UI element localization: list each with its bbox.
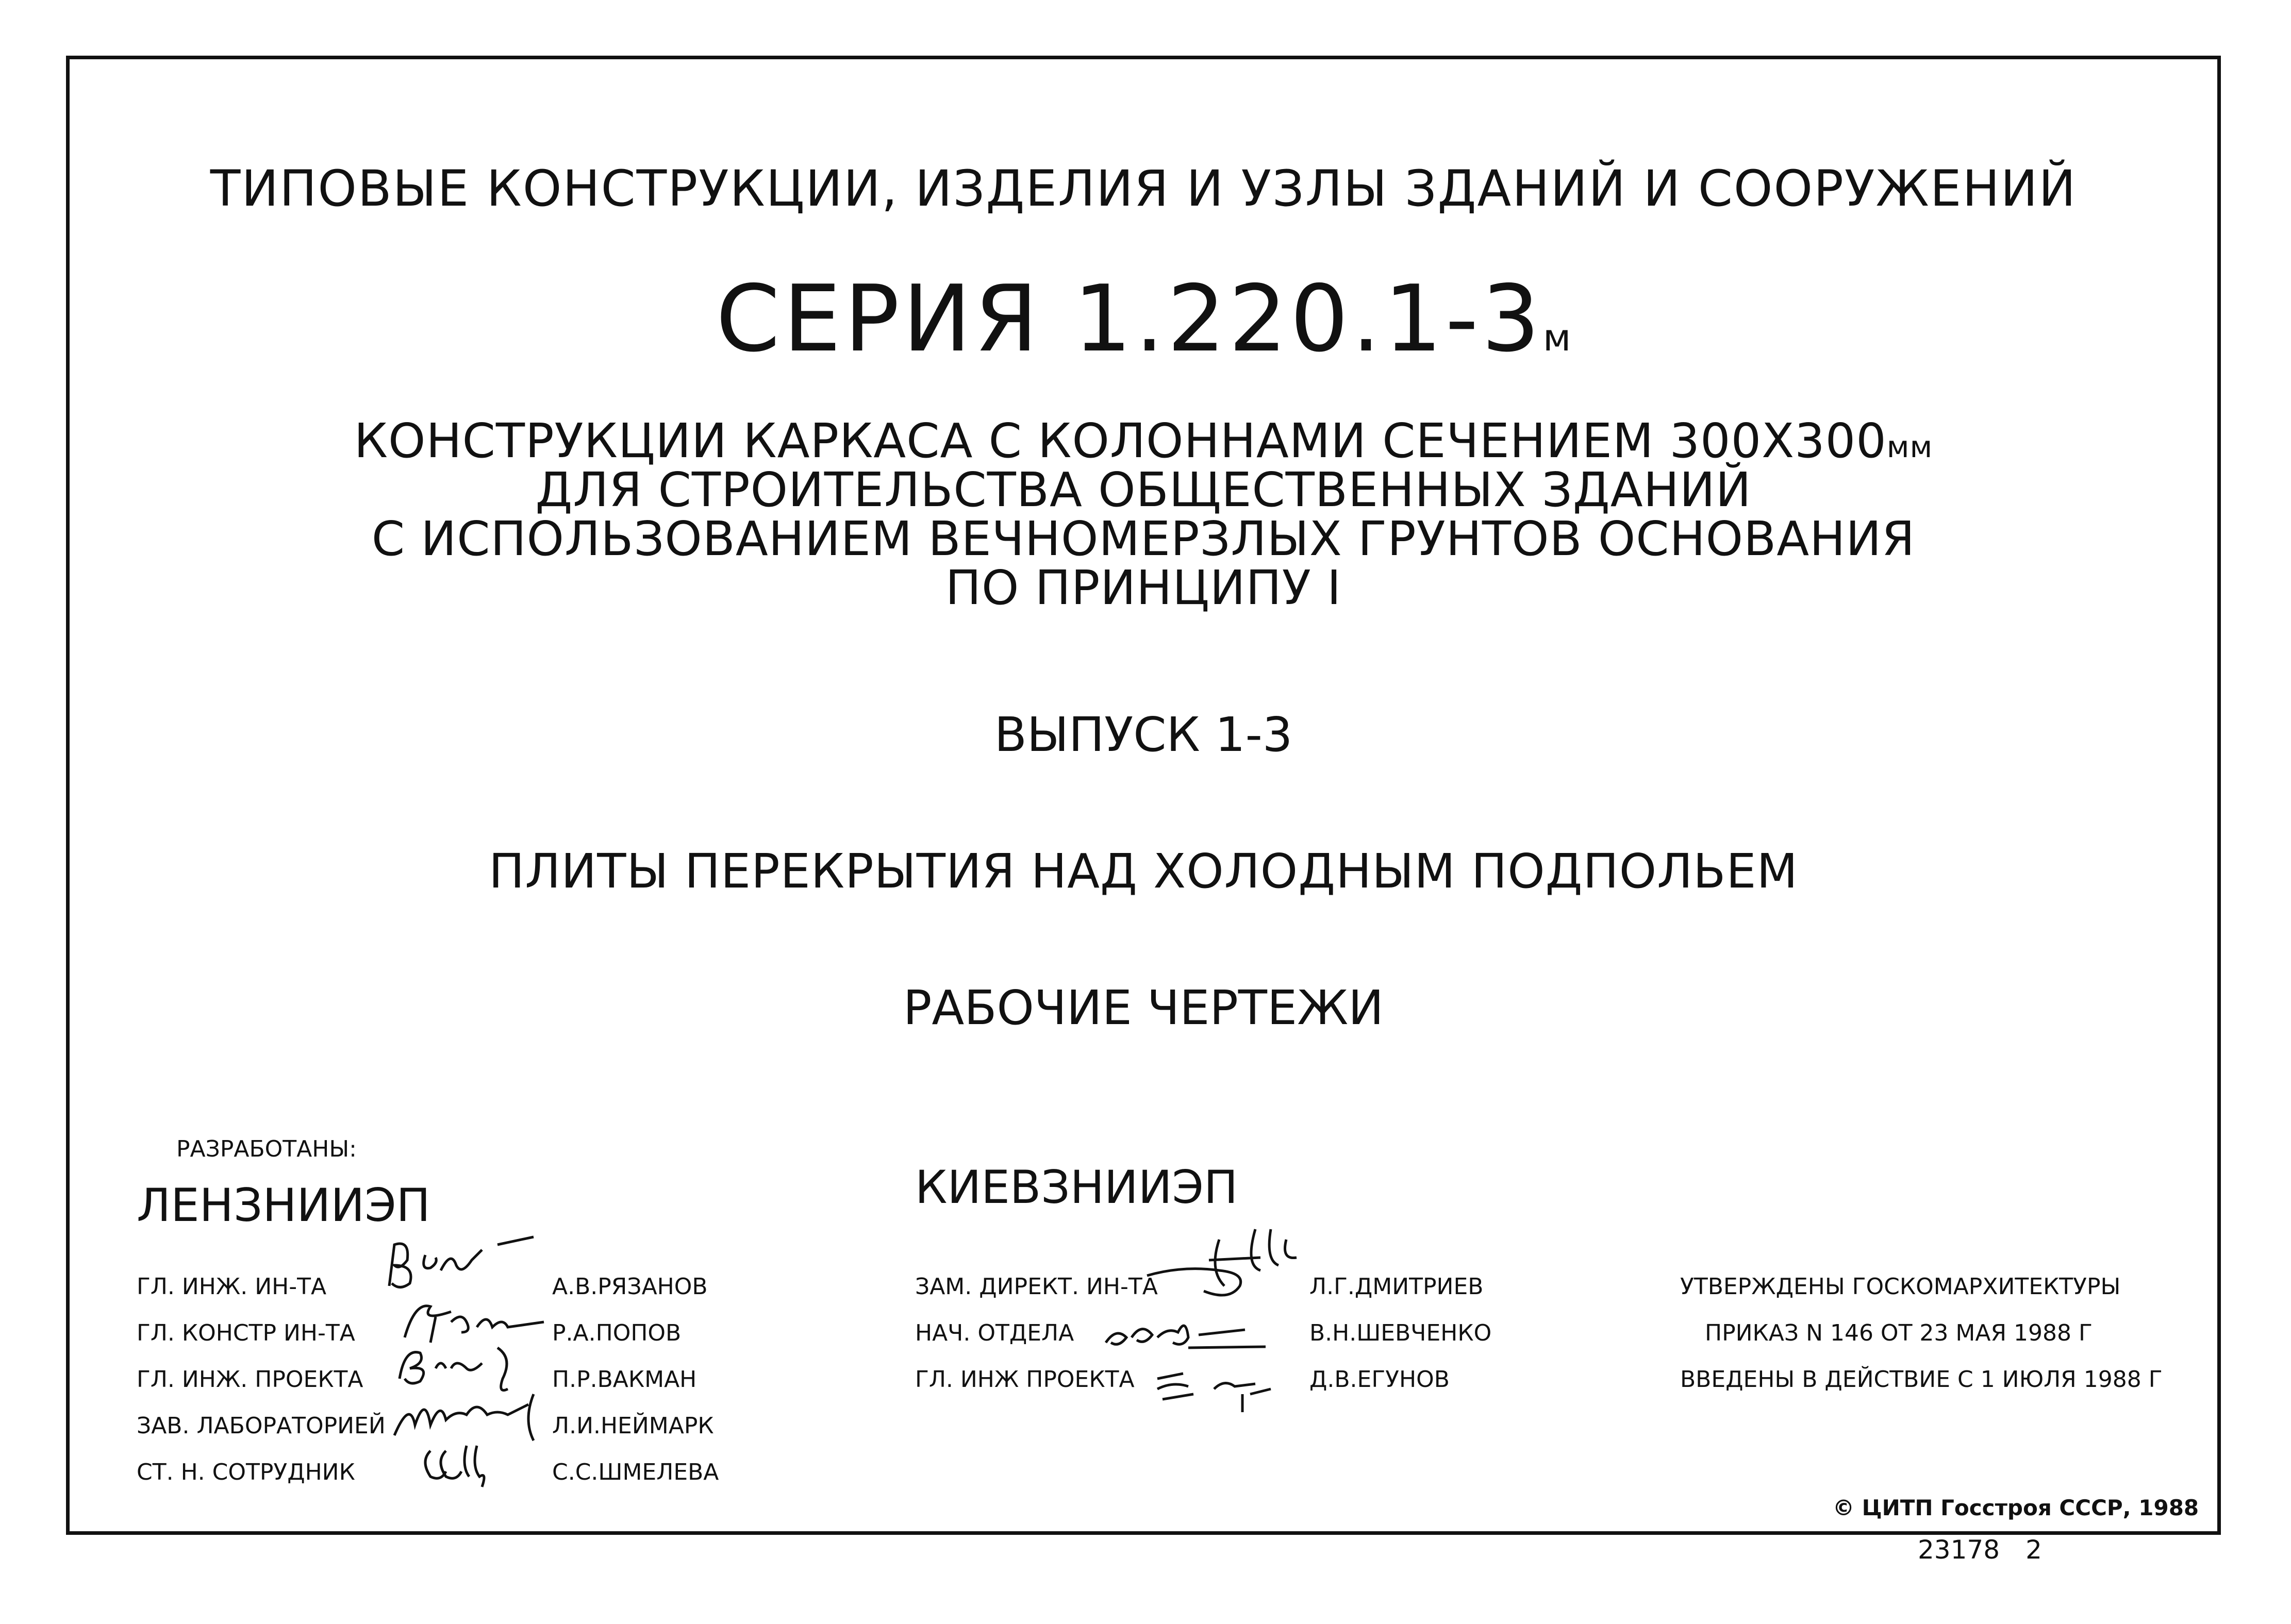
org-left-role-4: ЗАВ. ЛАБОРАТОРИЕЙ xyxy=(137,1413,386,1439)
org-left-role-3: ГЛ. ИНЖ. ПРОЕКТА xyxy=(137,1366,363,1393)
series-suffix: м xyxy=(1543,316,1571,359)
subtitle-line-3: С ИСПОЛЬЗОВАНИЕМ ВЕЧНОМЕРЗЛЫХ ГРУНТОВ ОСНОВАНИЯ xyxy=(371,511,1916,566)
subtitle-line-1 xyxy=(70,413,2217,468)
signature-egunov xyxy=(1152,1358,1317,1415)
sheet-number: 2 xyxy=(2026,1535,2042,1565)
drawing-frame xyxy=(66,56,2221,1535)
signature-shevchenko xyxy=(1095,1307,1312,1358)
subtitle-line-1-text: КОНСТРУКЦИИ КАРКАСА С КОЛОННАМИ СЕЧЕНИЕМ 300Х300 xyxy=(354,413,1887,468)
org-left-role-5: СТ. Н. СОТРУДНИК xyxy=(137,1459,355,1485)
org-left-person-1: А.В.РЯЗАНОВ xyxy=(552,1274,708,1300)
developed-label: РАЗРАБОТАНЫ: xyxy=(176,1136,357,1162)
org-left-person-2: Р.А.ПОПОВ xyxy=(552,1320,682,1346)
document-number: 23178 xyxy=(1918,1535,2000,1565)
series-title xyxy=(70,265,2217,372)
org-right-name: КИЕВЗНИИЭП xyxy=(915,1161,1238,1214)
approval-line-3: ВВЕДЕНЫ В ДЕЙСТВИЕ С 1 ИЮЛЯ 1988 Г xyxy=(1680,1366,2163,1393)
org-right-role-1: ЗАМ. ДИРЕКТ. ИН-ТА xyxy=(915,1274,1158,1300)
approval-line-2: ПРИКАЗ N 146 ОТ 23 МАЯ 1988 Г xyxy=(1705,1320,2093,1346)
org-right-person-2: В.Н.ШЕВЧЕНКО xyxy=(1309,1320,1492,1346)
subtitle-line-4: ПО ПРИНЦИПУ I xyxy=(945,560,1342,615)
document-number-line xyxy=(1918,1535,2068,1565)
org-right-person-3: Д.В.ЕГУНОВ xyxy=(1309,1366,1450,1393)
subtitle-line-1-unit: мм xyxy=(1886,429,1933,464)
signature-dmitriev xyxy=(1142,1209,1312,1312)
org-left-role-1: ГЛ. ИНЖ. ИН-ТА xyxy=(137,1274,327,1300)
signature-shmeleva xyxy=(410,1430,513,1502)
copyright: © ЦИТП Госстроя СССР, 1988 xyxy=(1833,1495,2199,1520)
plates-title: ПЛИТЫ ПЕРЕКРЫТИЯ НАД ХОЛОДНЫМ ПОДПОЛЬЕМ xyxy=(489,844,1798,899)
working-drawings-label: РАБОЧИЕ ЧЕРТЕЖИ xyxy=(903,980,1384,1035)
approval-line-1: УТВЕРЖДЕНЫ ГОСКОМАРХИТЕКТУРЫ xyxy=(1680,1274,2121,1300)
document-title: ТИПОВЫЕ КОНСТРУКЦИИ, ИЗДЕЛИЯ И УЗЛЫ ЗДАНИЙ И СООРУЖЕНИЙ xyxy=(210,160,2077,217)
org-right-person-1: Л.Г.ДМИТРИЕВ xyxy=(1309,1274,1484,1300)
org-left-person-5: С.С.ШМЕЛЕВА xyxy=(552,1459,719,1485)
org-left-role-2: ГЛ. КОНСТР ИН-ТА xyxy=(137,1320,355,1346)
org-left-name: ЛЕНЗНИИЭП xyxy=(137,1179,430,1232)
org-left-person-4: Л.И.НЕЙМАРК xyxy=(552,1413,714,1439)
series-number: СЕРИЯ 1.220.1-3 xyxy=(716,265,1543,372)
org-right-role-3: ГЛ. ИНЖ ПРОЕКТА xyxy=(915,1366,1135,1393)
org-right-role-2: НАЧ. ОТДЕЛА xyxy=(915,1320,1074,1346)
subtitle-line-2: ДЛЯ СТРОИТЕЛЬСТВА ОБЩЕСТВЕННЫХ ЗДАНИЙ xyxy=(535,462,1752,517)
issue-label: ВЫПУСК 1-3 xyxy=(994,707,1293,762)
org-left-person-3: П.Р.ВАКМАН xyxy=(552,1366,697,1393)
